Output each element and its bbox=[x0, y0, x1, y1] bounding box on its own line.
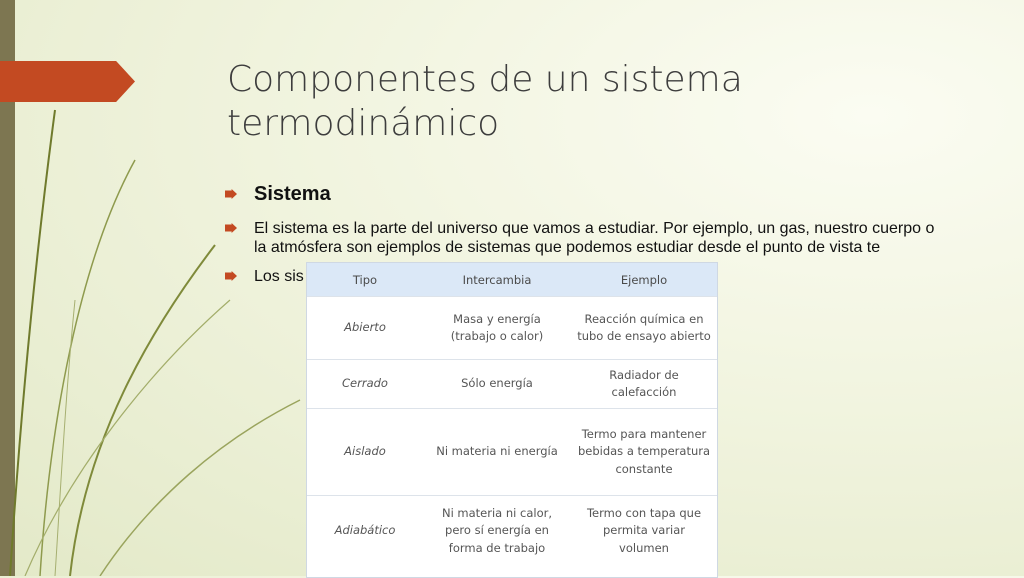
header-ejemplo: Ejemplo bbox=[571, 263, 717, 297]
table-row bbox=[307, 360, 717, 409]
table-header-row bbox=[307, 263, 717, 297]
systems-table bbox=[306, 262, 718, 578]
bullet-arrow-icon bbox=[225, 189, 237, 199]
bullet-text: El sistema es la parte del universo que vamos a estudiar. Por ejemplo, un gas, nuestro cuerpo o la atmósfera son ejemplos de sistemas que podemos estudiar desde el punto de vista te bbox=[254, 220, 935, 256]
cell-intercambia: Masa y energía (trabajo o calor) bbox=[423, 297, 571, 360]
table-row bbox=[307, 409, 717, 496]
header-intercambia: Intercambia bbox=[423, 263, 571, 297]
cell-tipo: Adiabático bbox=[307, 496, 423, 567]
bullet-text: Sistema bbox=[254, 183, 331, 205]
slide-title: Componentes de un sistema termodinámico bbox=[227, 59, 743, 144]
cell-tipo: Cerrado bbox=[307, 360, 423, 409]
bullet-text: Los sis bbox=[254, 268, 304, 285]
cell-intercambia: Sólo energía bbox=[423, 360, 571, 409]
cell-ejemplo: Radiador de calefacción bbox=[571, 360, 717, 409]
header-tipo: Tipo bbox=[307, 263, 423, 297]
cell-tipo: Aislado bbox=[307, 409, 423, 496]
cell-ejemplo: Termo para mantener bebidas a temperatura constante bbox=[571, 409, 717, 496]
cell-intercambia: Ni materia ni energía bbox=[423, 409, 571, 496]
bullet-arrow-icon bbox=[225, 271, 237, 281]
table-row bbox=[307, 496, 717, 567]
cell-ejemplo: Termo con tapa que permita variar volumen bbox=[571, 496, 717, 567]
cell-intercambia: Ni materia ni calor, pero sí energía en forma de trabajo bbox=[423, 496, 571, 567]
bullet-item bbox=[225, 219, 945, 257]
title-accent-arrow bbox=[0, 61, 135, 102]
bullet-item bbox=[225, 182, 945, 206]
table-row bbox=[307, 297, 717, 360]
cell-tipo: Abierto bbox=[307, 297, 423, 360]
bullet-arrow-icon bbox=[225, 223, 237, 233]
cell-ejemplo: Reacción química en tubo de ensayo abierto bbox=[571, 297, 717, 360]
